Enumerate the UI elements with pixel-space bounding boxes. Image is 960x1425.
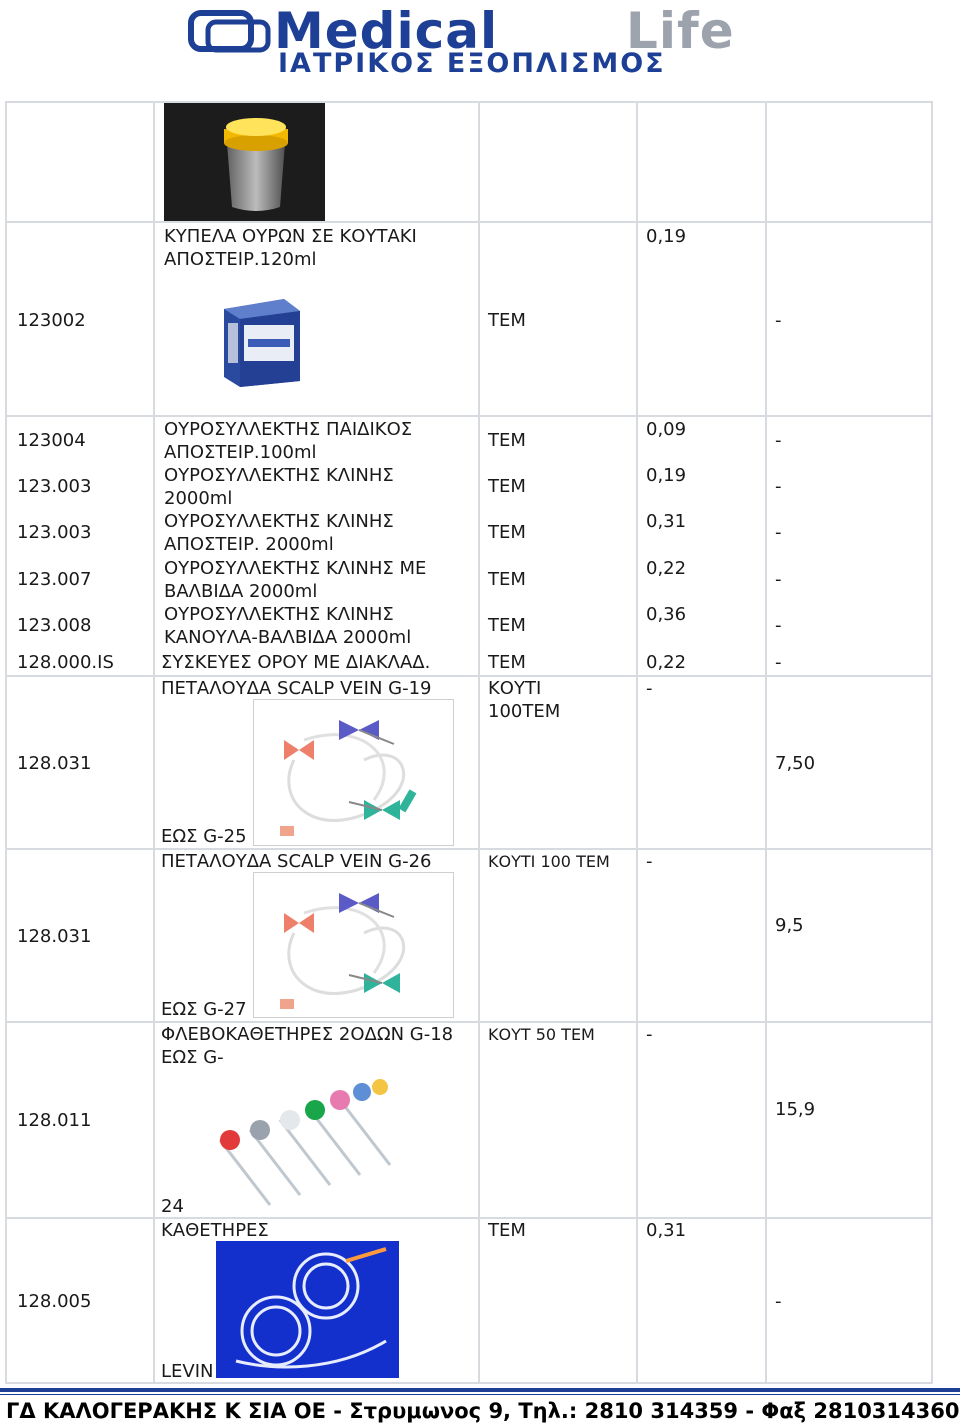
product-code: 123.003 xyxy=(17,476,92,497)
product-price: - xyxy=(646,1024,653,1045)
product-description: 24 xyxy=(161,1196,184,1217)
product-code: 123.003 xyxy=(17,522,92,543)
footer-divider xyxy=(0,1394,960,1395)
product-unit: ΚΟΥΤΙ 100ΤΕΜ xyxy=(488,678,561,722)
footer-divider xyxy=(0,1388,960,1392)
product-code: 128.005 xyxy=(17,1291,92,1312)
product-description: ΣΥΣΚΕΥΕΣ ΟΡΟΥ ΜΕ ΔΙΑΚΛΑΔ. xyxy=(161,652,431,673)
logo-mark-icon xyxy=(188,10,272,54)
product-extra: - xyxy=(775,1291,782,1312)
product-unit: ΤΕΜ xyxy=(488,652,526,673)
product-unit: ΚΟΥΤΙ 100 ΤΕΜ xyxy=(488,852,610,871)
product-code: 128.031 xyxy=(17,926,92,947)
product-code: 123002 xyxy=(17,310,86,331)
product-description: ΟΥΡΟΣΥΛΛΕΚΤΗΣ ΚΛΙΝΗΣ ΚΑΝΟΥΛΑ-ΒΑΛΒΙΔΑ 2000ml xyxy=(164,604,412,648)
product-unit: ΤΕΜ xyxy=(488,1220,526,1241)
scalp-vein-set-image xyxy=(253,699,454,846)
urine-collector-box-image xyxy=(214,293,304,389)
iv-catheters-image xyxy=(190,1075,410,1210)
product-code: 128.031 xyxy=(17,753,92,774)
product-description: ΠΕΤΑΛΟΥΔΑ SCALP VEIN G-19 xyxy=(161,678,432,699)
product-price: 0,31 xyxy=(646,1220,687,1241)
product-price: 0,22 xyxy=(646,558,687,579)
product-unit: ΤΕΜ xyxy=(488,615,526,636)
product-extra: - xyxy=(775,652,782,673)
product-extra: - xyxy=(775,615,782,636)
product-description: ΚΑΘΕΤΗΡΕΣ xyxy=(161,1220,269,1241)
product-extra: 15,9 xyxy=(775,1099,816,1120)
product-price: 0,19 xyxy=(646,226,687,247)
product-price: 0,31 xyxy=(646,511,687,532)
scalp-vein-set-image xyxy=(253,872,454,1018)
urine-cup-image xyxy=(164,103,325,221)
product-code: 123.008 xyxy=(17,615,92,636)
product-unit: ΤΕΜ xyxy=(488,430,526,451)
product-description: ΟΥΡΟΣΥΛΛΕΚΤΗΣ ΚΛΙΝΗΣ ΜΕ ΒΑΛΒΙΔΑ 2000ml xyxy=(164,558,427,602)
product-description: ΕΩΣ G-25 xyxy=(161,826,247,847)
brand-subtitle: ΙΑΤΡΙΚΟΣ ΕΞΟΠΛΙΣΜΟΣ xyxy=(278,48,666,79)
product-unit: ΤΕΜ xyxy=(488,476,526,497)
product-code: 123.007 xyxy=(17,569,92,590)
product-description: ΟΥΡΟΣΥΛΛΕΚΤΗΣ ΚΛΙΝΗΣ ΑΠΟΣΤΕΙΡ. 2000ml xyxy=(164,511,394,555)
brand-name-medical: Medical xyxy=(274,2,499,60)
product-price: 0,36 xyxy=(646,604,687,625)
product-code: 128.011 xyxy=(17,1110,92,1131)
product-unit: ΤΕΜ xyxy=(488,569,526,590)
product-unit: ΚΟΥΤ 50 ΤΕΜ xyxy=(488,1025,595,1044)
product-price: 0,22 xyxy=(646,652,687,673)
footer-contact: ΓΔ ΚΑΛΟΓΕΡΑΚΗΣ Κ ΣΙΑ ΟΕ - Στρυμωνος 9, Τηλ.: 2810 314359 - Φαξ 2810314360 xyxy=(6,1399,960,1423)
levin-catheter-image xyxy=(216,1241,399,1378)
product-price: 0,19 xyxy=(646,465,687,486)
product-extra: - xyxy=(775,569,782,590)
brand-name-life: Life xyxy=(626,2,735,60)
product-price: - xyxy=(646,851,653,872)
product-description: ΕΩΣ G-27 xyxy=(161,999,247,1020)
logo xyxy=(186,2,776,79)
product-extra: - xyxy=(775,430,782,451)
product-unit: ΤΕΜ xyxy=(488,310,526,331)
product-description: ΟΥΡΟΣΥΛΛΕΚΤΗΣ ΚΛΙΝΗΣ 2000ml xyxy=(164,465,394,509)
product-price: 0,09 xyxy=(646,419,687,440)
product-extra: - xyxy=(775,476,782,497)
product-description: ΟΥΡΟΣΥΛΛΕΚΤΗΣ ΠΑΙΔΙΚΟΣ ΑΠΟΣΤΕΙΡ.100ml xyxy=(164,419,413,463)
product-unit: ΤΕΜ xyxy=(488,522,526,543)
product-description: ΦΛΕΒΟΚΑΘΕΤΗΡΕΣ 2ΟΔΩΝ G-18 ΕΩΣ G- xyxy=(161,1024,454,1068)
product-code: 123004 xyxy=(17,430,86,451)
product-description: LEVIN xyxy=(161,1361,214,1382)
product-description: ΠΕΤΑΛΟΥΔΑ SCALP VEIN G-26 xyxy=(161,851,432,872)
product-extra: - xyxy=(775,522,782,543)
product-extra: 9,5 xyxy=(775,915,804,936)
product-code: 128.000.IS xyxy=(17,652,114,673)
product-price: - xyxy=(646,678,653,699)
product-description: ΚΥΠΕΛΑ ΟΥΡΩΝ ΣΕ ΚΟΥΤΑΚΙ ΑΠΟΣΤΕΙΡ.120ml xyxy=(164,226,417,270)
product-extra: 7,50 xyxy=(775,753,816,774)
product-extra: - xyxy=(775,310,782,331)
